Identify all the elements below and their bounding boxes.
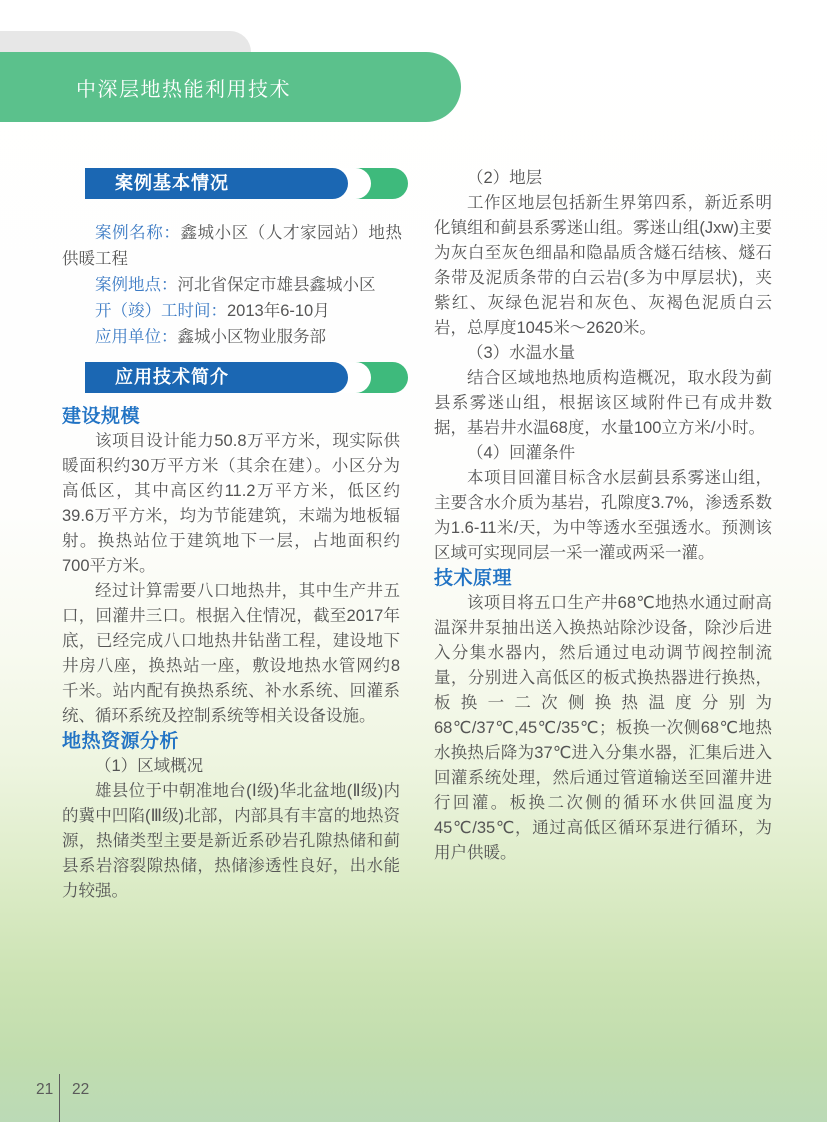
case-field-unit	[62, 324, 402, 350]
case-field-dates	[62, 298, 402, 324]
case-field-dates-label: 开（竣）工时间：	[95, 302, 227, 320]
subsection-1-title: （1）区域概况	[95, 757, 204, 775]
principle-paragraph: 该项目将五口生产井68℃地热水通过耐高温深井泵抽出送入换热站除沙设备，除沙后进入分集水器内，然后通过电动调节阀控制流量，分别进入高低区的板式换热器进行换热，板换一二次侧换热温度分别为68℃/37℃,45℃/35℃；板换一次侧68℃地热水换热后降为37℃进入分集水器，汇集后进入回灌系统处理，然后通过管道输送至回灌井进行回灌。板换二次侧的循环水供回温度为45℃/35℃，通过高低区循环泵进行循环，为用户供暖。	[434, 594, 772, 862]
subsection-2-paragraph: 工作区地层包括新生界第四系，新近系明化镇组和蓟县系雾迷山组。雾迷山组(Jxw)主要为灰白至灰色细晶和隐晶质含燧石结核、燧石条带及泥质条带的白云岩(多为中厚层状)，夹紫红、灰绿色泥岩和灰色、灰褐色泥质白云岩，总厚度1045米～2620米。	[434, 194, 772, 337]
heading-geothermal-resource: 地热资源分析	[62, 731, 180, 752]
subsection-3-title: （3）水温水量	[467, 344, 576, 362]
right-column	[434, 166, 772, 866]
subsection-4-paragraph: 本项目回灌目标含水层蓟县系雾迷山组，主要含水介质为基岩，孔隙度3.7%，渗透系数为1.6-11米/天，为中等透水至强透水。预测该区域可实现同层一采一灌或两采一灌。	[434, 469, 772, 562]
page-number-left: 21	[36, 1081, 54, 1098]
left-column	[62, 404, 400, 904]
case-field-dates-value: 2013年6-10月	[227, 302, 330, 320]
subsection-4-title: （4）回灌条件	[467, 444, 576, 462]
subsection-1-paragraph: 雄县位于中朝准地台(Ⅰ级)华北盆地(Ⅱ级)内的冀中凹陷(Ⅲ级)北部，内部具有丰富的地热资源，热储类型主要是新近系砂岩孔隙热储和蓟县系岩溶裂隙热储，热储渗透性良好，出水能力较强。	[62, 782, 400, 900]
case-info-block	[62, 220, 402, 350]
subsection-3-paragraph: 结合区域地热地质构造概况，取水段为蓟县系雾迷山组，根据该区域附件已有成井数据，基岩井水温68度，水量100立方米/小时。	[434, 369, 772, 437]
page-number-divider	[59, 1074, 60, 1122]
case-field-name-value: 鑫城小区（人才家园站）地热供暖工程	[62, 224, 403, 268]
section-banner-tech-intro	[85, 362, 408, 393]
case-field-location-label: 案例地点：	[95, 276, 178, 294]
subsection-2-title: （2）地层	[467, 169, 543, 187]
case-field-location	[62, 272, 402, 298]
section-banner-case-info	[85, 168, 408, 199]
case-field-location-value: 河北省保定市雄县鑫城小区	[177, 276, 376, 294]
chapter-header-band	[0, 52, 461, 122]
construction-paragraph-2: 经过计算需要八口地热井，其中生产井五口，回灌井三口。根据入住情况，截至2017年底，已经完成八口地热井钻凿工程，建设地下井房八座，换热站一座，敷设地热水管网约8千米。站内配有换热系统、补水系统、回灌系统、循环系统及控制系统等相关设备设施。	[62, 582, 400, 725]
construction-paragraph-1: 该项目设计能力50.8万平方米，现实际供暖面积约30万平方米（其余在建）。小区分为高低区，其中高区约11.2万平方米，低区约39.6万平方米，均为节能建筑，末端为地板辐射。换热站位于建筑地下一层，占地面积约700平方米。	[62, 432, 400, 575]
chapter-title: 中深层地热能利用技术	[76, 78, 291, 101]
banner-label-case-info: 案例基本情况	[85, 168, 348, 199]
page-number-right: 22	[72, 1081, 90, 1098]
case-field-name	[62, 220, 402, 272]
case-field-unit-value: 鑫城小区物业服务部	[177, 328, 326, 346]
banner-label-tech-intro: 应用技术简介	[85, 362, 348, 393]
case-field-unit-label: 应用单位：	[95, 328, 178, 346]
heading-construction-scale: 建设规模	[62, 406, 141, 427]
case-field-name-label: 案例名称：	[95, 224, 181, 242]
heading-technical-principle: 技术原理	[434, 568, 513, 589]
